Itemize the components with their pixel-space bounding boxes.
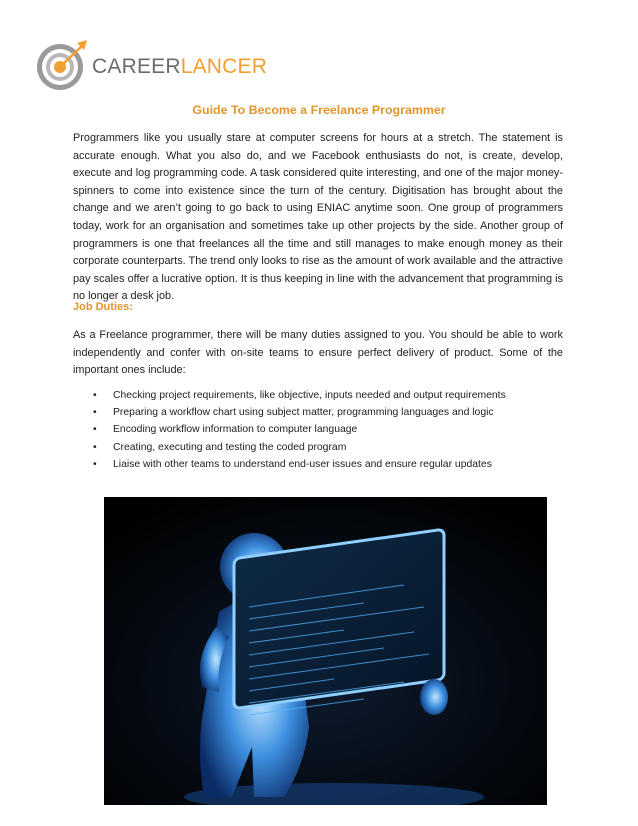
job-duties-paragraph: As a Freelance programmer, there will be many duties assigned to you. You should be able to work independently and confer with on-site teams to ensure perfect delivery of product. Some of the important ones include: [73,329,563,377]
list-item [73,421,573,438]
list-item-text: Preparing a workflow chart using subject matter, programming languages and logic [113,407,494,419]
bullet-icon: • [93,458,97,470]
programmer-figure-image [104,497,547,805]
brand-career: CAREER [92,55,181,78]
bullet-icon: • [93,407,97,419]
bullet-icon: • [93,424,97,436]
list-item-text: Liaise with other teams to understand end-user issues and ensure regular updates [113,458,492,470]
intro-paragraph: Programmers like you usually stare at computer screens for hours at a stretch. The statement is accurate enough. What you also do, and we Facebook enthusiasts do not, is create, develop, execute and log programming code. A task considered quite interesting, and one of the major money-spinners to come into existence since the turn of the century. Digitisation has brought about the change and we aren’t going to go back to using ENIAC anytime soon. One group of programmers today, work for an organisation and sometimes take up other projects by the side. Another group of programmers is one that freelances all the time and still manages to make enough money as their corporate counterparts. The trend only looks to rise as the amount of work available and the attractive pay scales offer a lucrative option. It is thus keeping in line with the advancement that programming is no longer a desk job. [73,132,563,303]
list-item [73,404,573,421]
bullet-icon: • [93,441,97,453]
list-item-text: Checking project requirements, like objective, inputs needed and output requirements [113,390,506,401]
careerlancer-logo [33,38,268,92]
list-item [73,387,573,404]
target-arrow-icon [33,38,91,92]
bullet-icon: • [93,390,97,401]
brand-lancer: LANCER [180,55,268,78]
document-title: Guide To Become a Freelance Programmer [192,103,446,117]
list-item [73,456,573,473]
list-item-text: Encoding workflow information to computer language [113,424,358,436]
list-item [73,439,573,456]
brand-wordmark [92,55,267,79]
job-duties-heading: Job Duties: [73,301,133,313]
job-duties-list [73,387,573,473]
list-item-text: Creating, executing and testing the coded program [113,441,347,453]
